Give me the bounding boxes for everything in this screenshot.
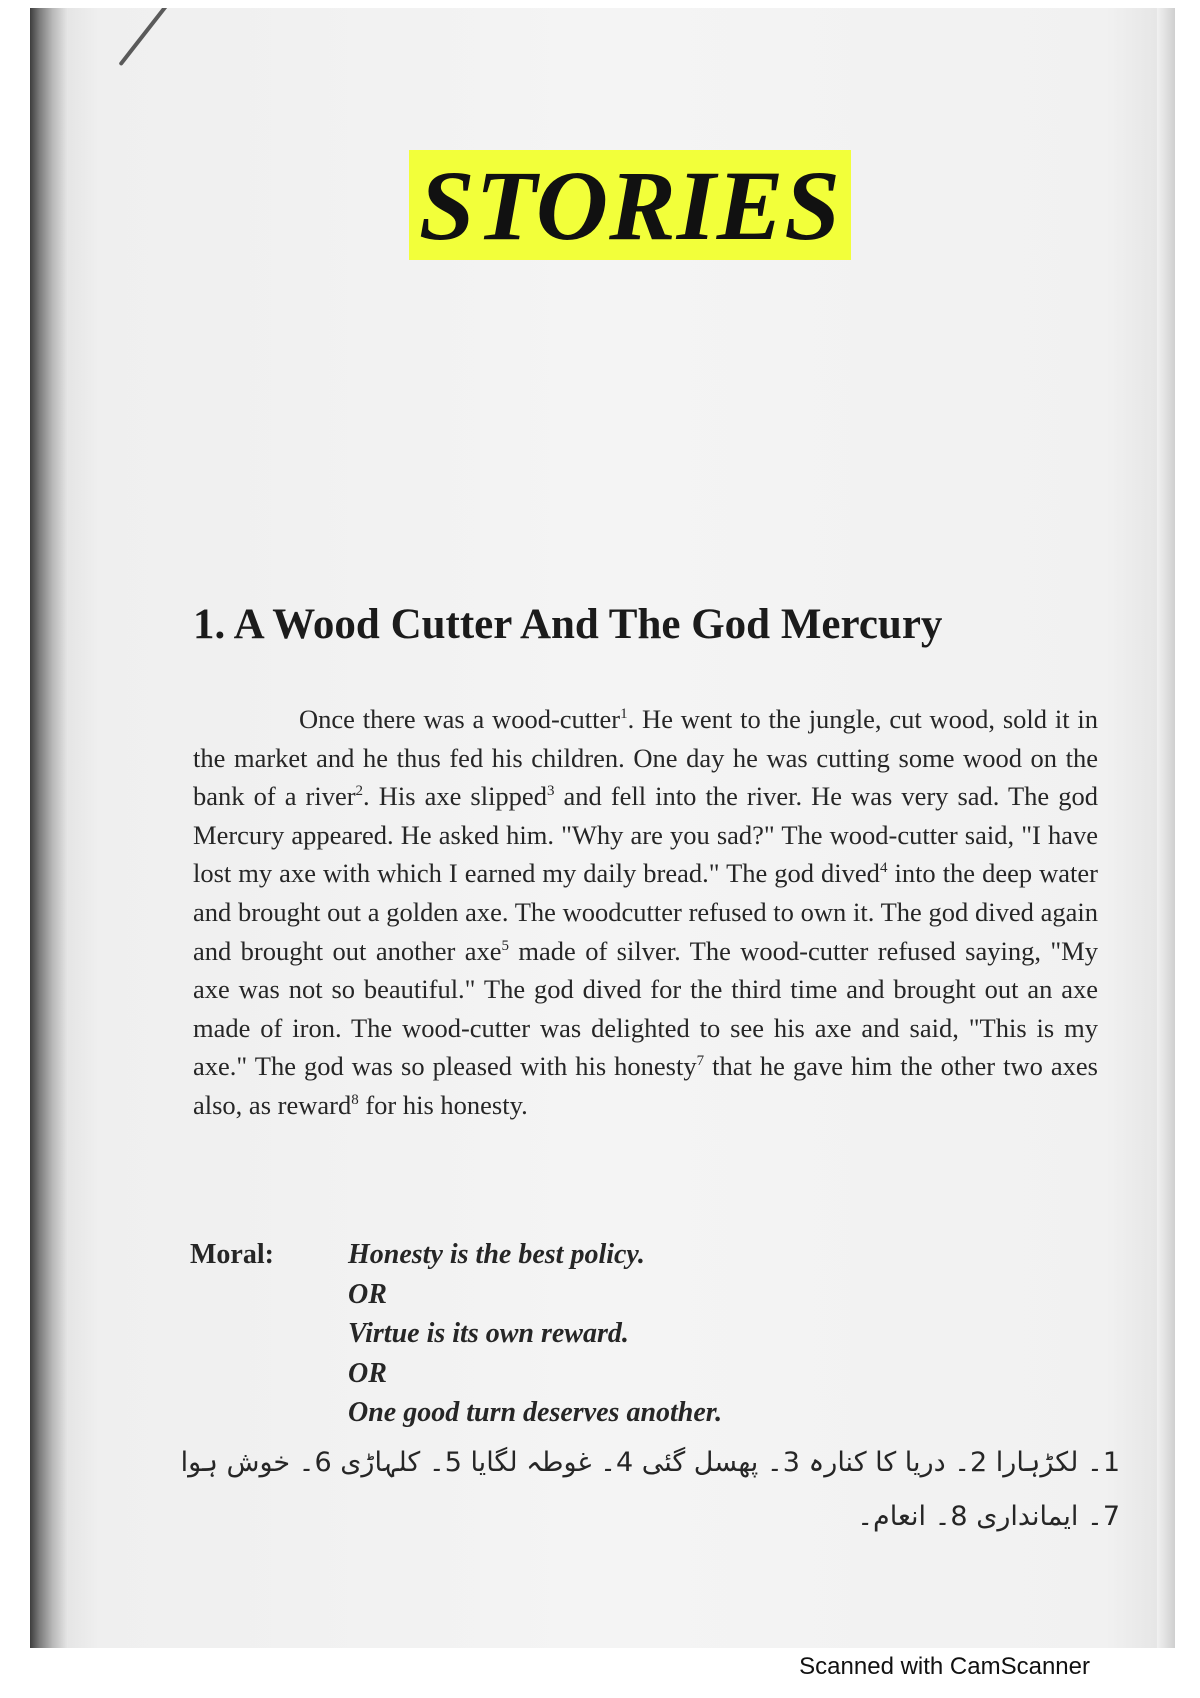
moral-row <box>190 1314 1090 1354</box>
footnote-marker: 3 <box>546 783 555 800</box>
moral-row <box>190 1393 1090 1433</box>
moral-spacer <box>190 1275 348 1315</box>
footnote-marker: 2 <box>355 783 364 800</box>
story-text: . His axe slipped <box>363 781 547 812</box>
page-edge-shadow <box>1157 8 1175 1648</box>
scanner-credit: Scanned with CamScanner <box>799 1653 1090 1680</box>
moral-label: Moral: <box>190 1239 274 1270</box>
urdu-glossary-line: 1۔ لکڑہارا 2۔ دریا کا کنارہ 3۔ پھسل گئی 4۔ غوطہ لگایا 5۔ کلہاڑی 6۔ خوش ہوا <box>180 1447 1120 1478</box>
moral-row <box>190 1275 1090 1315</box>
moral-spacer <box>190 1393 348 1433</box>
moral-spacer <box>190 1314 348 1354</box>
story-body <box>193 700 1098 1125</box>
story-text: made of silver. The wood-cutter refused saying, "My axe was not so beautiful." The god dived for the third time and brought out an axe made of iron. The wood-cutter was delighted to see his axe and said, "This is my axe." The god was so pleased with his honesty <box>193 935 1098 1082</box>
page-binding-shadow <box>30 8 68 1648</box>
moral-spacer <box>190 1354 348 1394</box>
staple-mark <box>118 8 180 66</box>
story-title: 1. A Wood Cutter And The God Mercury <box>193 601 943 648</box>
footnote-marker: 4 <box>879 860 888 877</box>
story-text: Once there was a wood-cutter <box>299 704 621 734</box>
footnote-marker: 1 <box>620 706 628 723</box>
moral-or: OR <box>348 1357 387 1389</box>
story-text: . He went to the jungle, cut wood, sold it in the market and he thus fed his children. One day he was cutting some wood on the bank of a river <box>193 704 1098 812</box>
moral-section <box>190 1235 1090 1433</box>
urdu-glossary-line: 7۔ ایمانداری 8۔ انعام۔ <box>857 1501 1120 1532</box>
main-title: STORIES <box>409 150 851 260</box>
moral-line: One good turn deserves another. <box>348 1397 723 1428</box>
story-text: that he gave him the other two axes also, as reward <box>193 1051 1098 1120</box>
moral-row <box>190 1235 1090 1275</box>
moral-row <box>190 1354 1090 1394</box>
story-text: into the deep water and brought out a golden axe. The woodcutter refused to own it. The god dived again and brought out another axe <box>193 858 1098 966</box>
story-paragraph <box>193 700 1098 1125</box>
moral-line: Honesty is the best policy. <box>348 1239 645 1270</box>
moral-or: OR <box>348 1278 387 1310</box>
footnote-marker: 5 <box>501 937 509 954</box>
moral-line: Virtue is its own reward. <box>348 1318 629 1349</box>
footnote-marker: 8 <box>351 1092 359 1109</box>
story-text: for his honesty. <box>358 1089 528 1120</box>
story-text: and fell into the river. He was very sad. The god Mercury appeared. He asked him. "Why are you sad?" The wood-cutter said, "I have lost my axe with which I earned my daily bread." The god dived <box>193 781 1098 889</box>
main-title-block <box>370 150 890 260</box>
footnote-marker: 7 <box>696 1053 705 1070</box>
